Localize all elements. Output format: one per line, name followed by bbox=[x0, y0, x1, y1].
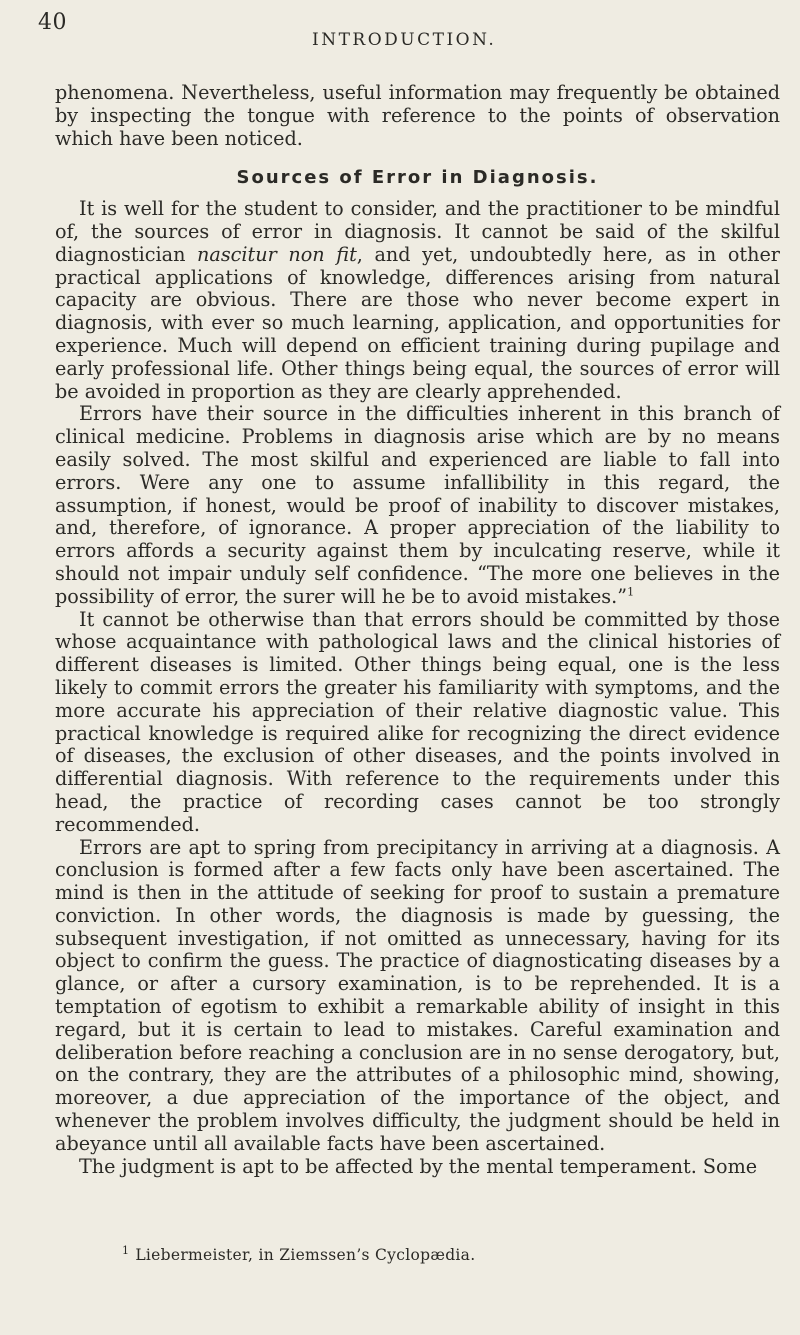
running-head: INTRODUCTION. bbox=[312, 30, 497, 50]
footnote-reference: 1 bbox=[627, 585, 635, 599]
paragraph-continuation: phenomena. Nevertheless, useful information may frequently be obtained by inspecting the tongue with reference to the points of observation which have been noticed. bbox=[55, 81, 780, 150]
footnote bbox=[122, 1244, 475, 1264]
section-title: Sources of Error in Diagnosis. bbox=[236, 167, 599, 189]
paragraph-text: , and yet, undoubtedly here, as in other practical applications of knowledge, differences arising from natural capacity are obvious. There are those who never become expert in diagnosis, with ever so much learning, application, and opportunities for experience. Much will depend on efficient training during pupilage and early professional life. Other things being equal, the sources of error will be avoided in proportion as they are clearly apprehended. bbox=[55, 242, 780, 403]
paragraph-errors-source bbox=[55, 403, 780, 608]
paragraph-text: It is well for the student to consider, and the practitioner to be mindful of, the sources of error in diagnosis. It cannot be said of the skilful diagnostician bbox=[55, 197, 780, 266]
footnote-text: Liebermeister, in Ziemssen’s Cyclopædia. bbox=[135, 1246, 476, 1265]
body-text bbox=[55, 82, 780, 1178]
paragraph-text: Errors have their source in the difficulties inherent in this branch of clinical medicine. Problems in diagnosis arise which are by no means easily solved. The most skilful and experienced are liable to fall into errors. Were any one to assume infallibility in this regard, the assumption, if honest, would be proof of inability to discover mistakes, and, therefore, of ignorance. A proper appreciation of the liability to errors affords a security against them by inculcating reserve, while it should not impair unduly self confidence. “The more one believes in the possibility of error, the surer will he be to avoid mistakes.” bbox=[55, 402, 780, 608]
page-number: 40 bbox=[38, 10, 67, 35]
paragraph-acquaintance: It cannot be otherwise than that errors should be committed by those whose acquaintance with pathological laws and the clinical histories of different diseases is limited. Other things being equal, one is the less likely to commit errors the greater his familiarity with symptoms, and the more accurate his appreciation of their relative diagnostic value. This practical knowledge is required alike for recognizing the direct evidence of diseases, the exclusion of other diseases, and the points involved in differential diagnosis. With reference to the requirements under this head, the practice of recording cases cannot be too strongly recommended. bbox=[55, 607, 780, 836]
paragraph-precipitancy: Errors are apt to spring from precipitancy in arriving at a diagnosis. A conclusion is formed after a few facts only have been ascertained. The mind is then in the attitude of seeking for proof to sustain a premature conviction. In other words, the diagnosis is made by guessing, the subsequent investigation, if not omitted as unnecessary, having for its object to confirm the guess. The practice of diagnosticating diseases by a glance, or after a cursory examination, is to be reprehended. It is a temptation of egotism to exhibit a remarkable ability of insight in this regard, but it is certain to lead to mistakes. Careful examination and deliberation before reaching a conclusion are in no sense derogatory, but, on the contrary, they are the attributes of a philosophic mind, showing, moreover, a due appreciation of the importance of the object, and whenever the problem involves difficulty, the judgment should be held in abeyance until all available facts have been ascertained. bbox=[55, 835, 780, 1155]
footnote-mark: 1 bbox=[122, 1244, 130, 1257]
paragraph-temperament: The judgment is apt to be affected by the mental temperament. Some bbox=[79, 1154, 758, 1178]
paragraph-sources-intro bbox=[55, 198, 780, 403]
latin-phrase: nascitur non fit bbox=[197, 242, 357, 266]
